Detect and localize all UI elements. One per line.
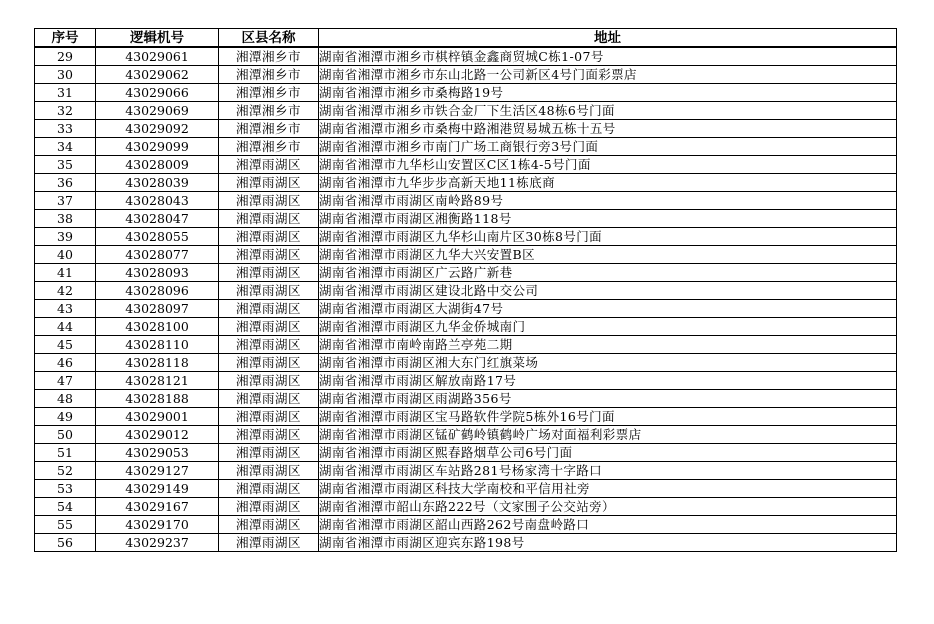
row-index: 38 — [35, 210, 96, 228]
table-row — [35, 228, 897, 246]
row-district: 湘潭雨湖区 — [219, 228, 319, 246]
row-address: 湖南省湘潭市雨湖区九华大兴安置B区 — [319, 246, 897, 264]
table-row — [35, 426, 897, 444]
table-row — [35, 318, 897, 336]
row-index: 33 — [35, 120, 96, 138]
table-row — [35, 156, 897, 174]
row-address: 湖南省湘潭市雨湖区熙春路烟草公司6号门面 — [319, 444, 897, 462]
row-index: 44 — [35, 318, 96, 336]
table-row — [35, 47, 897, 66]
row-code: 43028093 — [96, 264, 219, 282]
row-index: 47 — [35, 372, 96, 390]
header-code: 逻辑机号 — [96, 29, 219, 48]
row-address: 湖南省湘潭市雨湖区解放南路17号 — [319, 372, 897, 390]
row-code: 43028039 — [96, 174, 219, 192]
row-index: 41 — [35, 264, 96, 282]
row-district: 湘潭雨湖区 — [219, 372, 319, 390]
row-address: 湖南省湘潭市湘乡市棋梓镇金鑫商贸城C栋1-07号 — [319, 47, 897, 66]
row-code: 43029237 — [96, 534, 219, 552]
row-address: 湖南省湘潭市雨湖区宝马路软件学院5栋外16号门面 — [319, 408, 897, 426]
row-code: 43029099 — [96, 138, 219, 156]
row-index: 55 — [35, 516, 96, 534]
row-address: 湖南省湘潭市湘乡市桑梅路19号 — [319, 84, 897, 102]
row-district: 湘潭雨湖区 — [219, 354, 319, 372]
row-district: 湘潭雨湖区 — [219, 516, 319, 534]
row-index: 54 — [35, 498, 96, 516]
row-index: 39 — [35, 228, 96, 246]
row-address: 湖南省湘潭市雨湖区锰矿鹤岭镇鹤岭广场对面福利彩票店 — [319, 426, 897, 444]
row-index: 53 — [35, 480, 96, 498]
row-address: 湖南省湘潭市雨湖区韶山西路262号南盘岭路口 — [319, 516, 897, 534]
row-index: 30 — [35, 66, 96, 84]
row-code: 43028097 — [96, 300, 219, 318]
row-address: 湖南省湘潭市雨湖区南岭路89号 — [319, 192, 897, 210]
row-address: 湖南省湘潭市湘乡市东山北路一公司新区4号门面彩票店 — [319, 66, 897, 84]
table-row — [35, 462, 897, 480]
row-code: 43029167 — [96, 498, 219, 516]
header-district: 区县名称 — [219, 29, 319, 48]
row-district: 湘潭雨湖区 — [219, 462, 319, 480]
table-row — [35, 444, 897, 462]
row-code: 43029127 — [96, 462, 219, 480]
row-code: 43029012 — [96, 426, 219, 444]
row-district: 湘潭雨湖区 — [219, 318, 319, 336]
row-address: 湖南省湘潭市雨湖区大湖街47号 — [319, 300, 897, 318]
table-header-row — [35, 29, 897, 48]
table-row — [35, 102, 897, 120]
header-address: 地址 — [319, 29, 897, 48]
row-index: 32 — [35, 102, 96, 120]
row-index: 35 — [35, 156, 96, 174]
table-row — [35, 534, 897, 552]
row-code: 43029069 — [96, 102, 219, 120]
row-code: 43028100 — [96, 318, 219, 336]
row-district: 湘潭雨湖区 — [219, 192, 319, 210]
row-district: 湘潭雨湖区 — [219, 282, 319, 300]
row-district: 湘潭湘乡市 — [219, 47, 319, 66]
row-address: 湖南省湘潭市雨湖区九华杉山南片区30栋8号门面 — [319, 228, 897, 246]
table-row — [35, 408, 897, 426]
row-index: 45 — [35, 336, 96, 354]
row-district: 湘潭雨湖区 — [219, 498, 319, 516]
header-index: 序号 — [35, 29, 96, 48]
row-code: 43028043 — [96, 192, 219, 210]
row-code: 43028110 — [96, 336, 219, 354]
row-address: 湖南省湘潭市湘乡市南门广场工商银行旁3号门面 — [319, 138, 897, 156]
row-code: 43028188 — [96, 390, 219, 408]
row-code: 43029053 — [96, 444, 219, 462]
row-code: 43029062 — [96, 66, 219, 84]
row-district: 湘潭雨湖区 — [219, 210, 319, 228]
table-row — [35, 264, 897, 282]
row-address: 湖南省湘潭市韶山东路222号（文家围子公交站旁） — [319, 498, 897, 516]
row-index: 49 — [35, 408, 96, 426]
row-code: 43028096 — [96, 282, 219, 300]
table-row — [35, 138, 897, 156]
row-code: 43028077 — [96, 246, 219, 264]
row-index: 56 — [35, 534, 96, 552]
row-index: 31 — [35, 84, 96, 102]
row-index: 37 — [35, 192, 96, 210]
row-index: 34 — [35, 138, 96, 156]
row-address: 湖南省湘潭市雨湖区车站路281号杨家湾十字路口 — [319, 462, 897, 480]
table-row — [35, 372, 897, 390]
row-code: 43029001 — [96, 408, 219, 426]
table-row — [35, 246, 897, 264]
row-code: 43028047 — [96, 210, 219, 228]
row-index: 36 — [35, 174, 96, 192]
row-code: 43028055 — [96, 228, 219, 246]
row-code: 43029170 — [96, 516, 219, 534]
row-address: 湖南省湘潭市九华步步高新天地11栋底商 — [319, 174, 897, 192]
lottery-outlet-table — [34, 28, 897, 552]
row-index: 50 — [35, 426, 96, 444]
row-district: 湘潭雨湖区 — [219, 174, 319, 192]
row-index: 48 — [35, 390, 96, 408]
row-index: 43 — [35, 300, 96, 318]
table-row — [35, 174, 897, 192]
row-district: 湘潭雨湖区 — [219, 390, 319, 408]
row-address: 湖南省湘潭市雨湖区科技大学南校和平信用社旁 — [319, 480, 897, 498]
row-address: 湖南省湘潭市雨湖区建设北路中交公司 — [319, 282, 897, 300]
table-row — [35, 336, 897, 354]
table-row — [35, 390, 897, 408]
row-district: 湘潭湘乡市 — [219, 102, 319, 120]
row-address: 湖南省湘潭市南岭南路兰亭苑二期 — [319, 336, 897, 354]
row-district: 湘潭雨湖区 — [219, 534, 319, 552]
table-row — [35, 66, 897, 84]
table-row — [35, 282, 897, 300]
row-code: 43028121 — [96, 372, 219, 390]
row-address: 湖南省湘潭市九华杉山安置区C区1栋4-5号门面 — [319, 156, 897, 174]
row-address: 湖南省湘潭市雨湖区九华金侨城南门 — [319, 318, 897, 336]
row-code: 43028009 — [96, 156, 219, 174]
row-district: 湘潭雨湖区 — [219, 408, 319, 426]
row-code: 43029092 — [96, 120, 219, 138]
row-address: 湖南省湘潭市雨湖区迎宾东路198号 — [319, 534, 897, 552]
row-address: 湖南省湘潭市雨湖区广云路广新巷 — [319, 264, 897, 282]
row-index: 40 — [35, 246, 96, 264]
row-address: 湖南省湘潭市雨湖区雨湖路356号 — [319, 390, 897, 408]
row-district: 湘潭雨湖区 — [219, 336, 319, 354]
row-code: 43029066 — [96, 84, 219, 102]
table-row — [35, 300, 897, 318]
row-district: 湘潭雨湖区 — [219, 246, 319, 264]
table-row — [35, 480, 897, 498]
row-index: 42 — [35, 282, 96, 300]
table-row — [35, 120, 897, 138]
row-district: 湘潭雨湖区 — [219, 300, 319, 318]
row-index: 29 — [35, 47, 96, 66]
table-row — [35, 516, 897, 534]
row-district: 湘潭湘乡市 — [219, 120, 319, 138]
row-address: 湖南省湘潭市湘乡市桑梅中路湘港贸易城五栋十五号 — [319, 120, 897, 138]
row-district: 湘潭雨湖区 — [219, 444, 319, 462]
row-district: 湘潭雨湖区 — [219, 426, 319, 444]
row-district: 湘潭雨湖区 — [219, 480, 319, 498]
row-code: 43029149 — [96, 480, 219, 498]
table-row — [35, 192, 897, 210]
table-row — [35, 354, 897, 372]
row-district: 湘潭雨湖区 — [219, 264, 319, 282]
row-district: 湘潭湘乡市 — [219, 138, 319, 156]
row-index: 46 — [35, 354, 96, 372]
table-row — [35, 498, 897, 516]
row-index: 52 — [35, 462, 96, 480]
row-district: 湘潭湘乡市 — [219, 84, 319, 102]
row-address: 湖南省湘潭市湘乡市铁合金厂下生活区48栋6号门面 — [319, 102, 897, 120]
row-address: 湖南省湘潭市雨湖区湘大东门红旗菜场 — [319, 354, 897, 372]
row-district: 湘潭雨湖区 — [219, 156, 319, 174]
row-code: 43029061 — [96, 47, 219, 66]
row-index: 51 — [35, 444, 96, 462]
row-district: 湘潭湘乡市 — [219, 66, 319, 84]
table-row — [35, 210, 897, 228]
table-row — [35, 84, 897, 102]
row-code: 43028118 — [96, 354, 219, 372]
row-address: 湖南省湘潭市雨湖区湘衡路118号 — [319, 210, 897, 228]
